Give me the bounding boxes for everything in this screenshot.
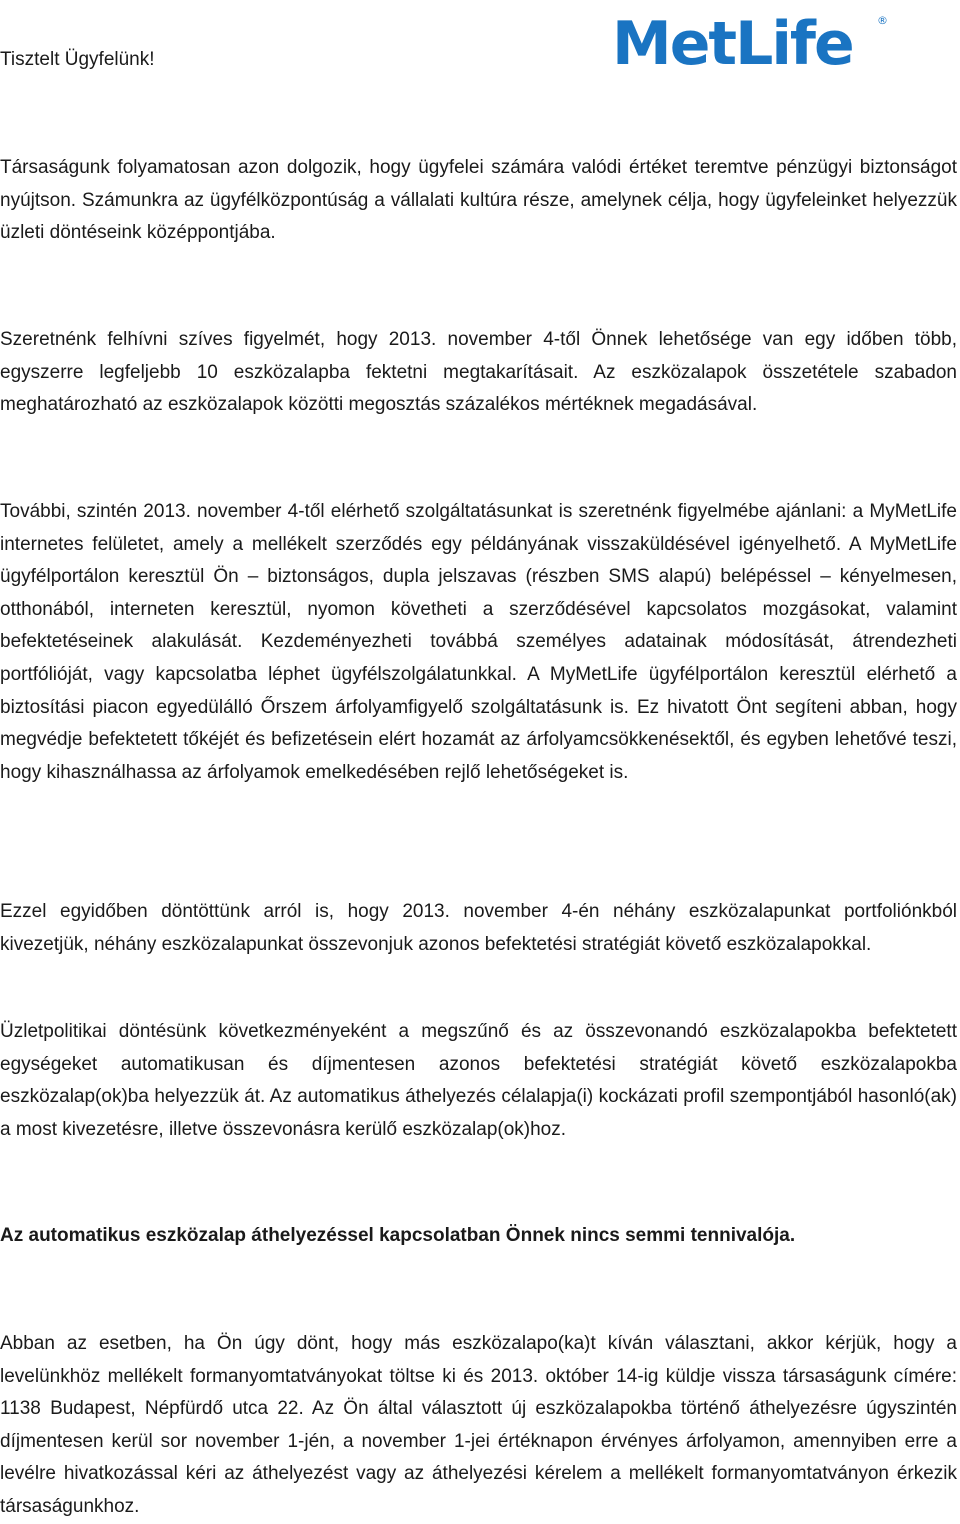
logo-registered-mark: ® <box>877 14 888 27</box>
logo-wordmark: MetLife <box>612 9 853 70</box>
metlife-logo <box>612 4 888 70</box>
paragraph-no-action-needed: Az automatikus eszközalap áthelyezéssel kapcsolatban Önnek nincs semmi tennivalója. <box>0 1225 796 1246</box>
paragraph-business-policy: Üzletpolitikai döntésünk következményeként a megszűnő és az összevonandó eszközalapokba befektetett egységeket automatikusan és díjmentesen azonos befektetési stratégiát követő eszközalapokba eszközalap(ok)ba helyezzük át. Az automatikus áthelyezés célalapja(i) kockázati profil szempontjából hasonló(ak) a most kivezetésre, illetve összevonásra kerülő eszközalap(ok)hoz. <box>0 1021 957 1140</box>
paragraph-multi-fund: Szeretnénk felhívni szíves figyelmét, hogy 2013. november 4-től Önnek lehetősége van egy időben több, egyszerre legfeljebb 10 eszközalapba fektetni megtakarításait. Az eszközalapok összetétele szabadon meghatározható az eszközalapok közötti megosztás százalékos mértéknek megadásával. <box>0 329 957 416</box>
paragraph-other-funds: Abban az esetben, ha Ön úgy dönt, hogy más eszközalapo(ka)t kíván választani, akkor kérjük, hogy a levelünkhöz mellékelt formanyomtatványokat töltse ki és 2013. október 14-ig küldje vissza társaságunk címére: 1138 Budapest, Népfürdő utca 22. Az Ön által választott új eszközalapokba történő áthelyezésre úgyszintén díjmentesen kerül sor november 1-jén, a november 1-jei értéknapon érvényes árfolyamon, amennyiben erre a levélre hivatkozással kéri az áthelyezést vagy az áthelyezési kérelem a mellékelt formanyomtatványon érkezik társaságunkhoz. <box>0 1333 957 1517</box>
paragraph-mymetlife: További, szintén 2013. november 4-től elérhető szolgáltatásunkat is szeretnénk figyelmébe ajánlani: a MyMetLife internetes felületet, amely a mellékelt szerződés egy példányának visszaküldésével igényelhető. A MyMetLife ügyfélportálon keresztül Ön – biztonságos, dupla jelszavas (részben SMS alapú) belépéssel – kényelmesen, otthonából, interneten keresztül, nyomon követheti a szerződésével kapcsolatos mozgásokat, valamint befektetéseinek alakulását. Kezdeményezheti továbbá személyes adatainak módosítását, átrendezheti portfólióját, vagy kapcsolatba léphet ügyfélszolgálatunkkal. A MyMetLife ügyfélportálon keresztül elérhető a biztosítási piacon egyedülálló Őrszem árfolyamfigyelő szolgáltatásunk is. Ez hivatott Önt segíteni abban, hogy megvédje befektetett tőkéjét és befizetésein elért hozamát az árfolyamcsökkenésektől, és egyben lehetővé teszi, hogy kihasználhassa az árfolyamok emelkedésében rejlő lehetőségeket is. <box>0 501 957 783</box>
paragraph-intro: Társaságunk folyamatosan azon dolgozik, hogy ügyfelei számára valódi értéket teremtve pénzügyi biztonságot nyújtson. Számunkra az ügyfélközpontúság a vállalati kultúra része, amelynek célja, hogy ügyfeleinket helyezzük üzleti döntéseink középpontjába. <box>0 157 957 244</box>
paragraph-fund-merge: Ezzel egyidőben döntöttünk arról is, hogy 2013. november 4-én néhány eszközalapunkat portfoliónkból kivezetjük, néhány eszközalapunkat összevonjuk azonos befektetési stratégiát követő eszközalapokkal. <box>0 901 957 955</box>
letter-greeting: Tisztelt Ügyfelünk! <box>0 49 155 70</box>
